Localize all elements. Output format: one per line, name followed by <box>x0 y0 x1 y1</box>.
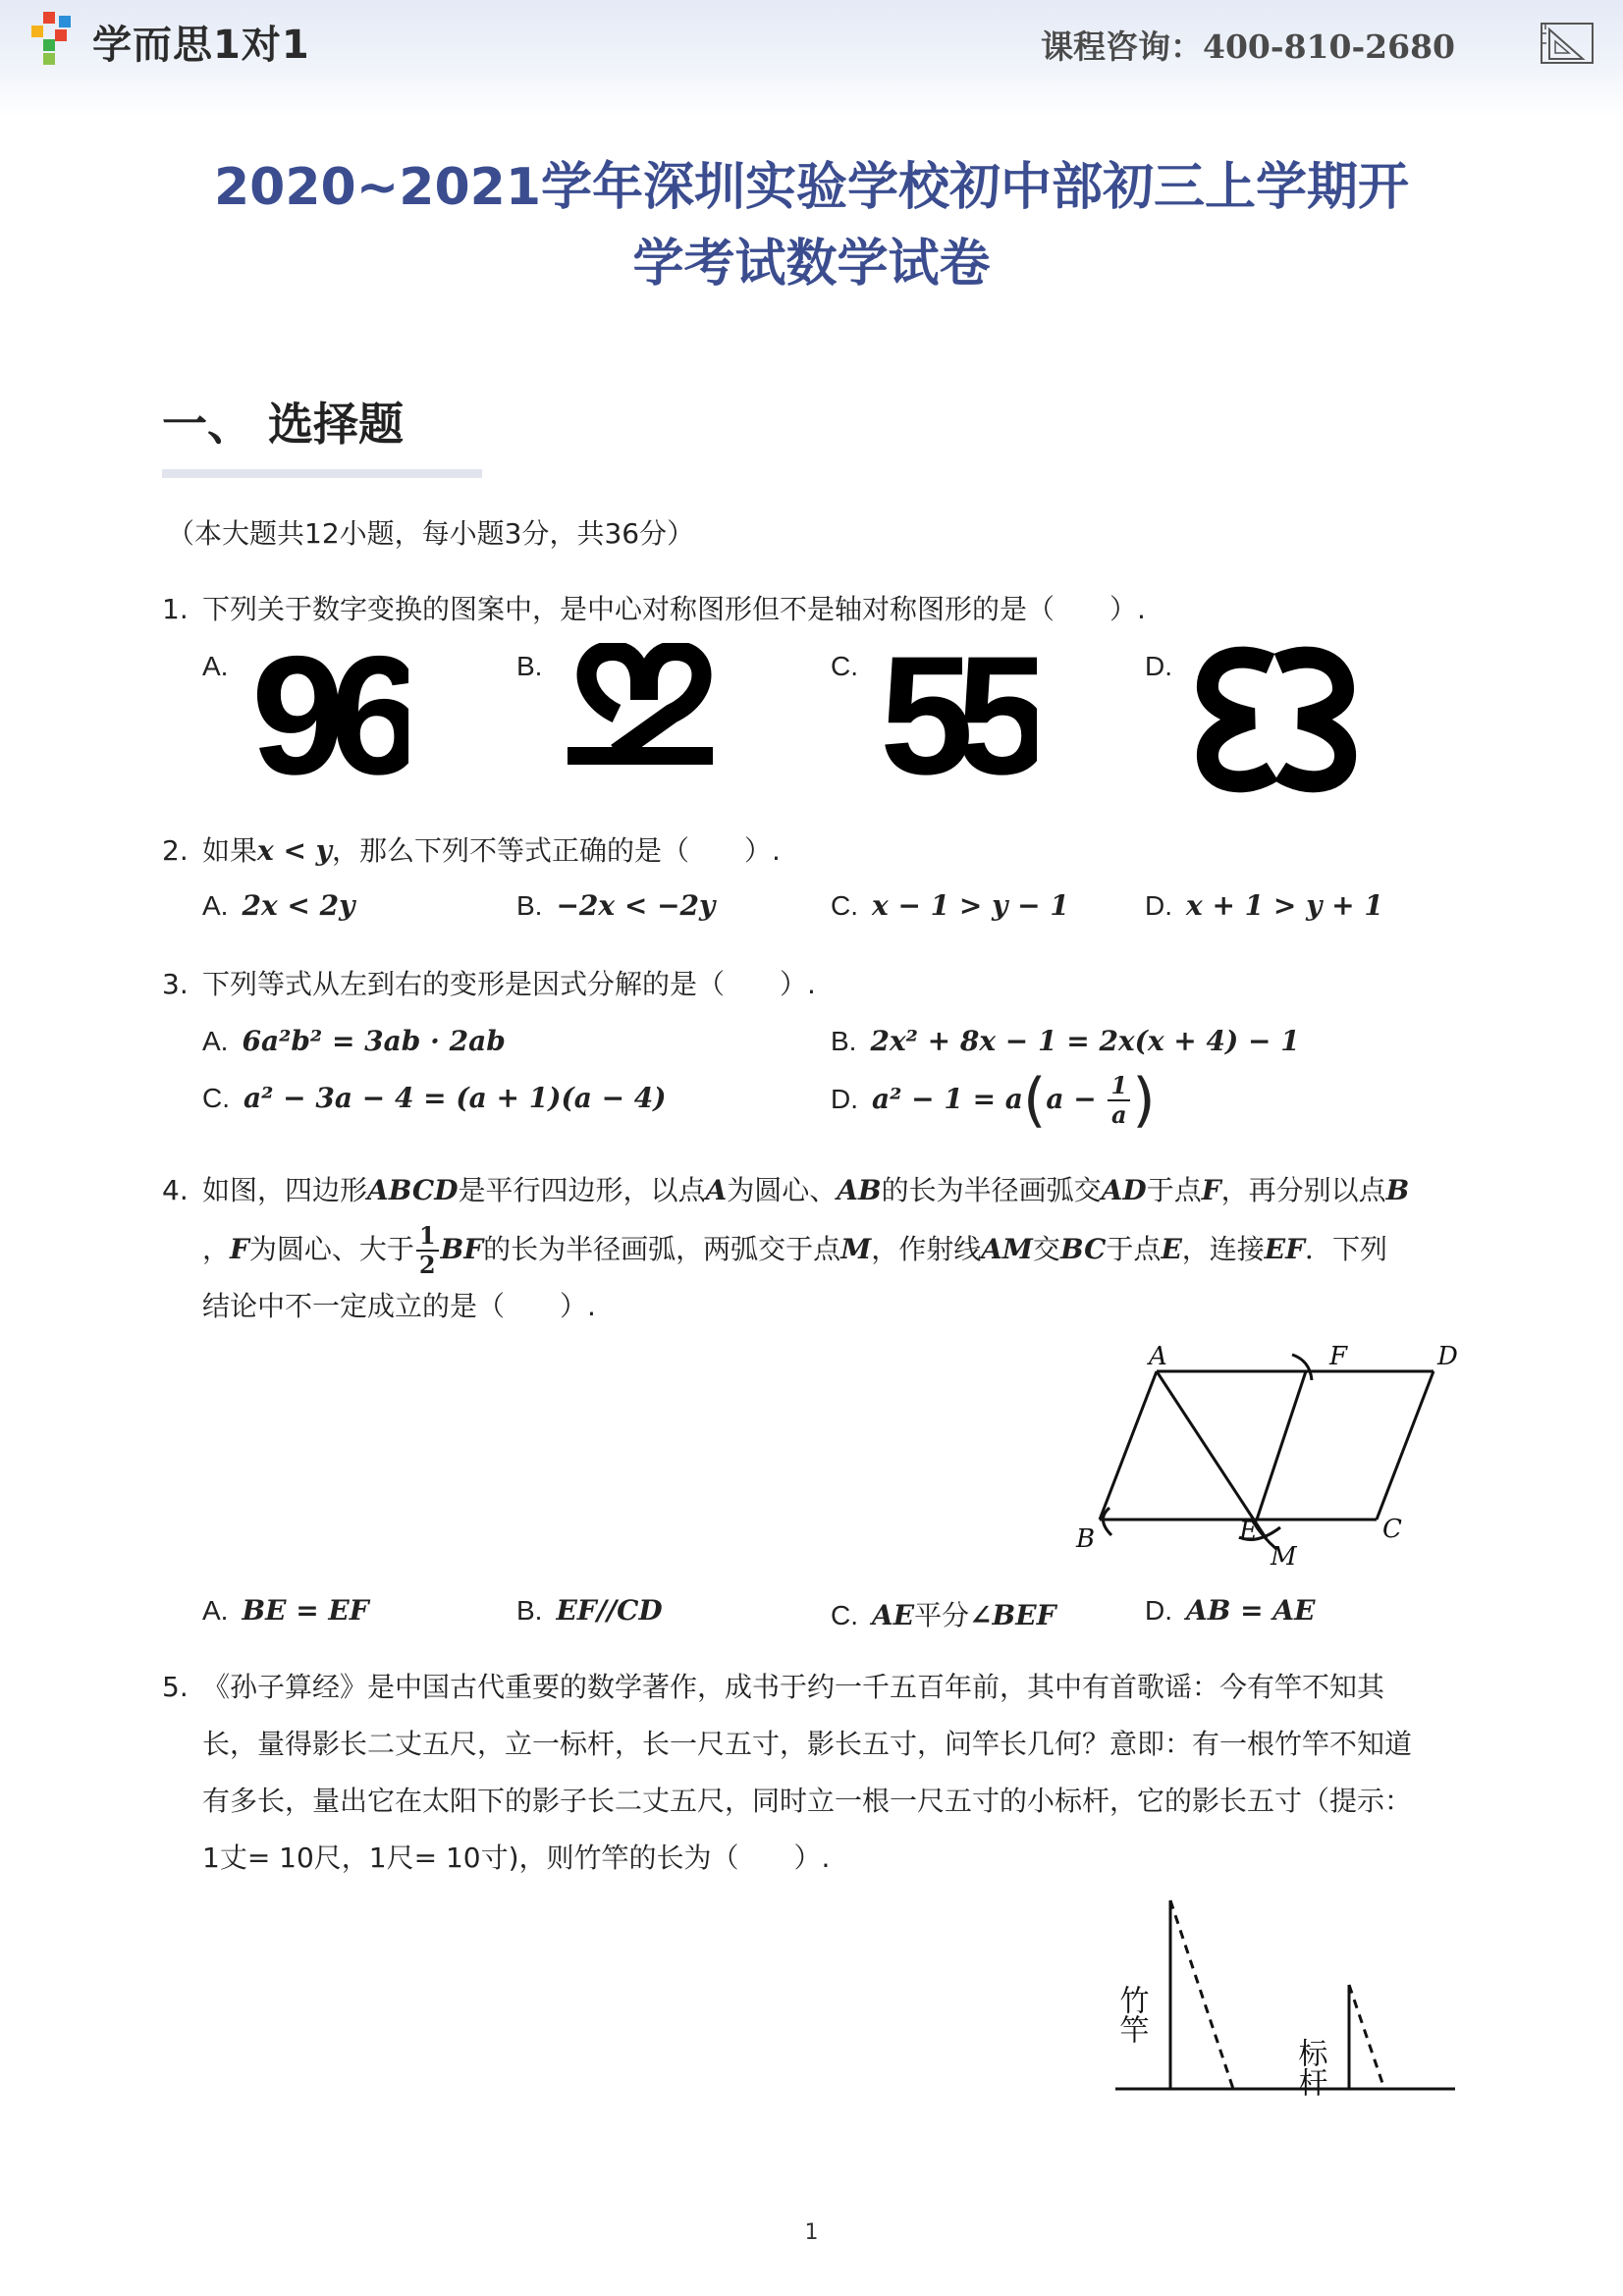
q1-option-b-figure <box>566 643 723 771</box>
q4-option-d[interactable]: D. AB = AE <box>1145 1594 1316 1627</box>
q4-line-3: 结论中不一定成立的是（ ）. <box>202 1290 596 1322</box>
q2-option-c[interactable]: C. x − 1 > y − 1 <box>831 889 1069 922</box>
label-rod: 标杆 <box>1292 2038 1327 2097</box>
segment-AB <box>1100 1371 1157 1520</box>
logo-text: 学而思1对1 <box>92 23 310 68</box>
q4-option-a[interactable]: A. BE = EF <box>202 1594 369 1627</box>
q2-option-a[interactable]: A. 2x < 2y <box>202 889 355 922</box>
question-stem <box>202 1659 1479 1887</box>
q3-option-c[interactable]: C. a² − 3a − 4 = (a + 1)(a − 4) <box>202 1082 667 1114</box>
page-number: 1 <box>804 2220 819 2245</box>
question-number: 3. <box>162 968 189 1000</box>
logo-icon <box>29 10 81 67</box>
ruler-triangle-icon <box>1540 20 1595 67</box>
page-header <box>0 0 1623 116</box>
q1-option-a-label: A. <box>202 651 229 681</box>
question-number: 2. <box>162 834 189 867</box>
question-number: 4. <box>162 1174 189 1206</box>
label-E: E <box>1239 1517 1258 1546</box>
question-stem <box>202 1162 1479 1335</box>
pole-shadow-ray <box>1170 1900 1233 2089</box>
section-underline <box>162 469 482 478</box>
segment-EF <box>1257 1371 1306 1520</box>
q1-option-b-label: B. <box>516 651 543 681</box>
question-stem: 下列等式从左到右的变形是因式分解的是（ ）. <box>202 968 816 1000</box>
question-number: 5. <box>162 1671 189 1703</box>
q3-option-d[interactable]: D. a² − 1 = a(a − $\frac{1}{a}$ ) <box>831 1066 1156 1135</box>
label-A: A <box>1149 1342 1167 1371</box>
q4-option-b[interactable]: B. EF//CD <box>516 1594 663 1627</box>
q1-glyph-a: 96 <box>251 638 408 785</box>
label-C: C <box>1382 1515 1402 1544</box>
q1-option-d-label: D. <box>1145 651 1172 681</box>
hotline-text: 课程咨询：400-810-2680 <box>1041 27 1456 66</box>
label-F: F <box>1329 1342 1348 1371</box>
label-pole: 竹竿 <box>1113 1985 1149 2044</box>
q5-line: 长，量得影长二丈五尺，立一标杆，长一尺五寸，影长五寸，问竿长几何？意即：有一根竹竿不知道 <box>202 1728 1413 1760</box>
q5-shadow-figure <box>1109 1885 1463 2101</box>
q2-option-b[interactable]: B. −2x < −2y <box>516 889 716 922</box>
q4-option-c[interactable]: C. AE平分∠BEF <box>831 1599 1056 1631</box>
label-D: D <box>1437 1342 1458 1371</box>
section-heading: 一、 选择题 <box>162 398 405 451</box>
question-stem: 下列关于数字变换的图案中，是中心对称图形但不是轴对称图形的是（ ）. <box>202 593 1146 625</box>
q1-option-a-figure <box>251 638 408 785</box>
q5-line: 1丈= 10尺，1尺= 10寸)，则竹竿的长为（ ）. <box>202 1842 831 1874</box>
question-stem: 如果x < y，那么下列不等式正确的是（ ）. <box>202 834 781 867</box>
q4-parallelogram-figure <box>1070 1335 1483 1580</box>
label-B: B <box>1076 1524 1096 1554</box>
arc-F <box>1292 1355 1312 1380</box>
arc-B <box>1103 1508 1111 1535</box>
q1-option-c-label: C. <box>831 651 858 681</box>
q4-line-1: 如图，四边形ABCD是平行四边形，以点A为圆心、AB的长为半径画弧交AD于点F，再分别以点B <box>202 1174 1410 1206</box>
question-number: 1. <box>162 593 189 625</box>
rod-shadow-ray <box>1349 1985 1384 2089</box>
q1-option-d-figure <box>1194 646 1361 793</box>
q5-line: 有多长，量出它在太阳下的影子长二丈五尺，同时立一根一尺五寸的小标杆，它的影长五寸（提示： <box>202 1785 1413 1817</box>
section-note: （本大题共12小题，每小题3分，共36分） <box>167 517 695 550</box>
ray-AM <box>1157 1371 1267 1539</box>
exam-title <box>147 149 1476 302</box>
label-M: M <box>1271 1542 1297 1572</box>
title-line: 2020~2021学年深圳实验学校初中部初三上学期开 <box>213 158 1410 217</box>
q3-option-a[interactable]: A. 6a²b² = 3ab · 2ab <box>202 1025 506 1057</box>
q3-option-b[interactable]: B. 2x² + 8x − 1 = 2x(x + 4) − 1 <box>831 1025 1300 1057</box>
q1-option-c-figure <box>880 638 1037 785</box>
q5-line: 《孙子算经》是中国古代重要的数学著作，成书于约一千五百年前，其中有首歌谣：今有竿不知其 <box>202 1671 1385 1703</box>
segment-DC <box>1377 1371 1434 1520</box>
title-line: 学考试数学试卷 <box>632 235 991 294</box>
q4-line-2: ，F为圆心、大于 $\frac{1}{2}$ BF的长为半径画弧，两弧交于点M，作射线AM交BC于点E，连接EF．下列 <box>202 1221 1388 1279</box>
q1-glyph-c: 55 <box>880 638 1033 785</box>
q2-option-d[interactable]: D. x + 1 > y + 1 <box>1145 889 1383 922</box>
